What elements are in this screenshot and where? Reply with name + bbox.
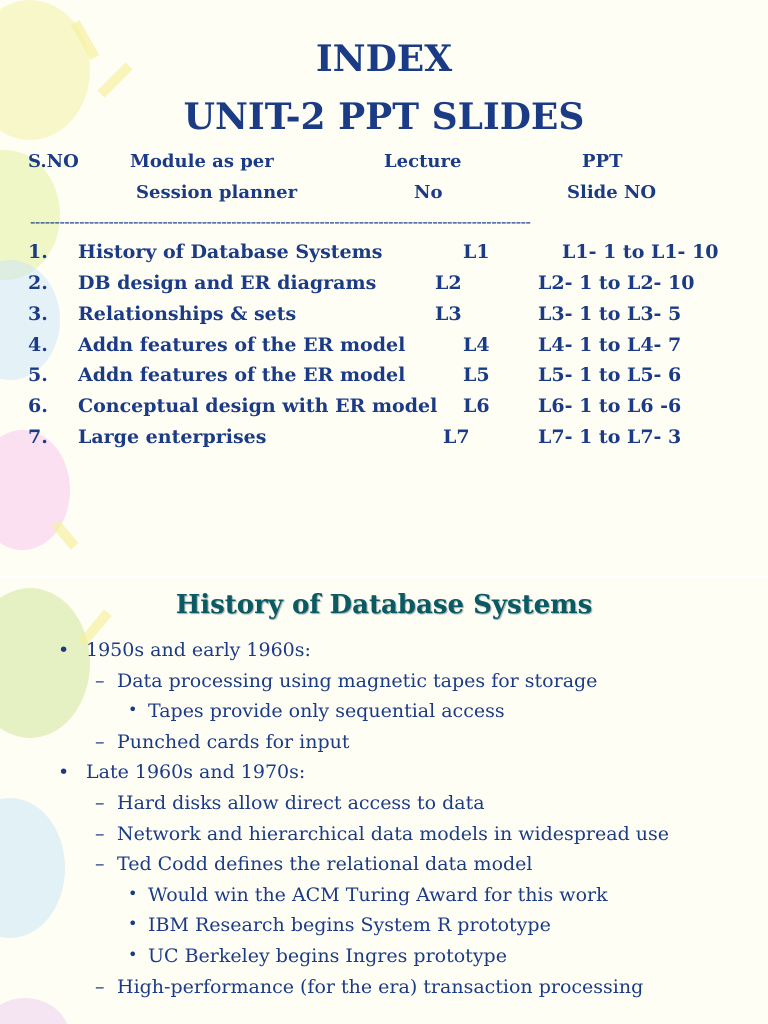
dash-marker: – <box>95 670 105 692</box>
bullet-item-level-3: Would win the ACM Turing Award for this work <box>148 884 608 906</box>
header-divider: ------------------------------------------------------------------------------------------------------ <box>30 212 531 231</box>
row-slides: L4- 1 to L4- 7 <box>538 334 682 356</box>
row-lecture: L3 <box>435 303 462 325</box>
dash-marker: – <box>95 792 105 814</box>
row-slides: L7- 1 to L7- 3 <box>538 426 682 448</box>
header-ppt-line2: Slide NO <box>567 182 657 203</box>
row-number: 1. <box>28 241 48 263</box>
row-slides: L5- 1 to L5- 6 <box>538 364 682 386</box>
bullet-item-level-2: High-performance (for the era) transaction processing <box>117 976 644 998</box>
bullet-item-level-2: Hard disks allow direct access to data <box>117 792 485 814</box>
row-lecture: L5 <box>463 364 490 386</box>
row-number: 3. <box>28 303 48 325</box>
row-lecture: L4 <box>463 334 490 356</box>
bullet-item-level-2: Ted Codd defines the relational data model <box>117 853 533 875</box>
ray-decoration <box>52 520 79 549</box>
bullet-marker: • <box>128 914 138 933</box>
bullet-item-level-1: Late 1960s and 1970s: <box>86 761 306 783</box>
dash-marker: – <box>95 731 105 753</box>
header-module-line1: Module as per <box>130 151 274 172</box>
bullet-marker: • <box>128 700 138 719</box>
index-title: INDEX <box>315 38 453 80</box>
row-number: 5. <box>28 364 48 386</box>
index-row <box>0 272 768 302</box>
bullet-item-level-3: UC Berkeley begins Ingres prototype <box>148 945 507 967</box>
bullet-marker: • <box>128 884 138 903</box>
bullet-marker: • <box>58 761 70 783</box>
row-number: 4. <box>28 334 48 356</box>
bullet-item-level-2: Data processing using magnetic tapes for storage <box>117 670 598 692</box>
dash-marker: – <box>95 823 105 845</box>
row-slides: L1- 1 to L1- 10 <box>562 241 719 263</box>
index-row <box>0 303 768 333</box>
row-lecture: L1 <box>463 241 490 263</box>
header-lecture-line2: No <box>414 182 443 203</box>
bullet-item-level-1: 1950s and early 1960s: <box>86 639 311 661</box>
dash-marker: – <box>95 976 105 998</box>
dash-marker: – <box>95 853 105 875</box>
row-module: Large enterprises <box>78 426 267 448</box>
history-title: History of Database Systems <box>175 590 593 620</box>
history-slide <box>0 578 768 1024</box>
row-lecture: L6 <box>463 395 490 417</box>
row-module: DB design and ER diagrams <box>78 272 377 294</box>
index-row <box>0 334 768 364</box>
row-slides: L6- 1 to L6 -6 <box>538 395 682 417</box>
header-sno: S.NO <box>28 151 79 172</box>
row-slides: L3- 1 to L3- 5 <box>538 303 682 325</box>
row-module: Addn features of the ER model <box>78 334 406 356</box>
balloon-decoration <box>0 998 70 1024</box>
index-row <box>0 395 768 425</box>
row-number: 6. <box>28 395 48 417</box>
index-row <box>0 364 768 394</box>
row-module: Addn features of the ER model <box>78 364 406 386</box>
bullet-item-level-2: Network and hierarchical data models in widespread use <box>117 823 670 845</box>
bullet-marker: • <box>58 639 70 661</box>
header-ppt-line1: PPT <box>582 151 623 172</box>
row-module: History of Database Systems <box>78 241 383 263</box>
index-row <box>0 426 768 456</box>
bullet-item-level-3: Tapes provide only sequential access <box>148 700 505 722</box>
index-row <box>0 241 768 271</box>
row-slides: L2- 1 to L2- 10 <box>538 272 695 294</box>
row-module: Relationships & sets <box>78 303 297 325</box>
bullet-item-level-3: IBM Research begins System R prototype <box>148 914 551 936</box>
bullet-marker: • <box>128 945 138 964</box>
row-lecture: L2 <box>435 272 462 294</box>
row-module: Conceptual design with ER model <box>78 395 438 417</box>
header-lecture-line1: Lecture <box>384 151 462 172</box>
row-lecture: L7 <box>443 426 470 448</box>
balloon-decoration <box>0 798 65 938</box>
row-number: 2. <box>28 272 48 294</box>
header-module-line2: Session planner <box>136 182 298 203</box>
bullet-item-level-2: Punched cards for input <box>117 731 350 753</box>
row-number: 7. <box>28 426 48 448</box>
unit-title: UNIT-2 PPT SLIDES <box>183 96 585 138</box>
